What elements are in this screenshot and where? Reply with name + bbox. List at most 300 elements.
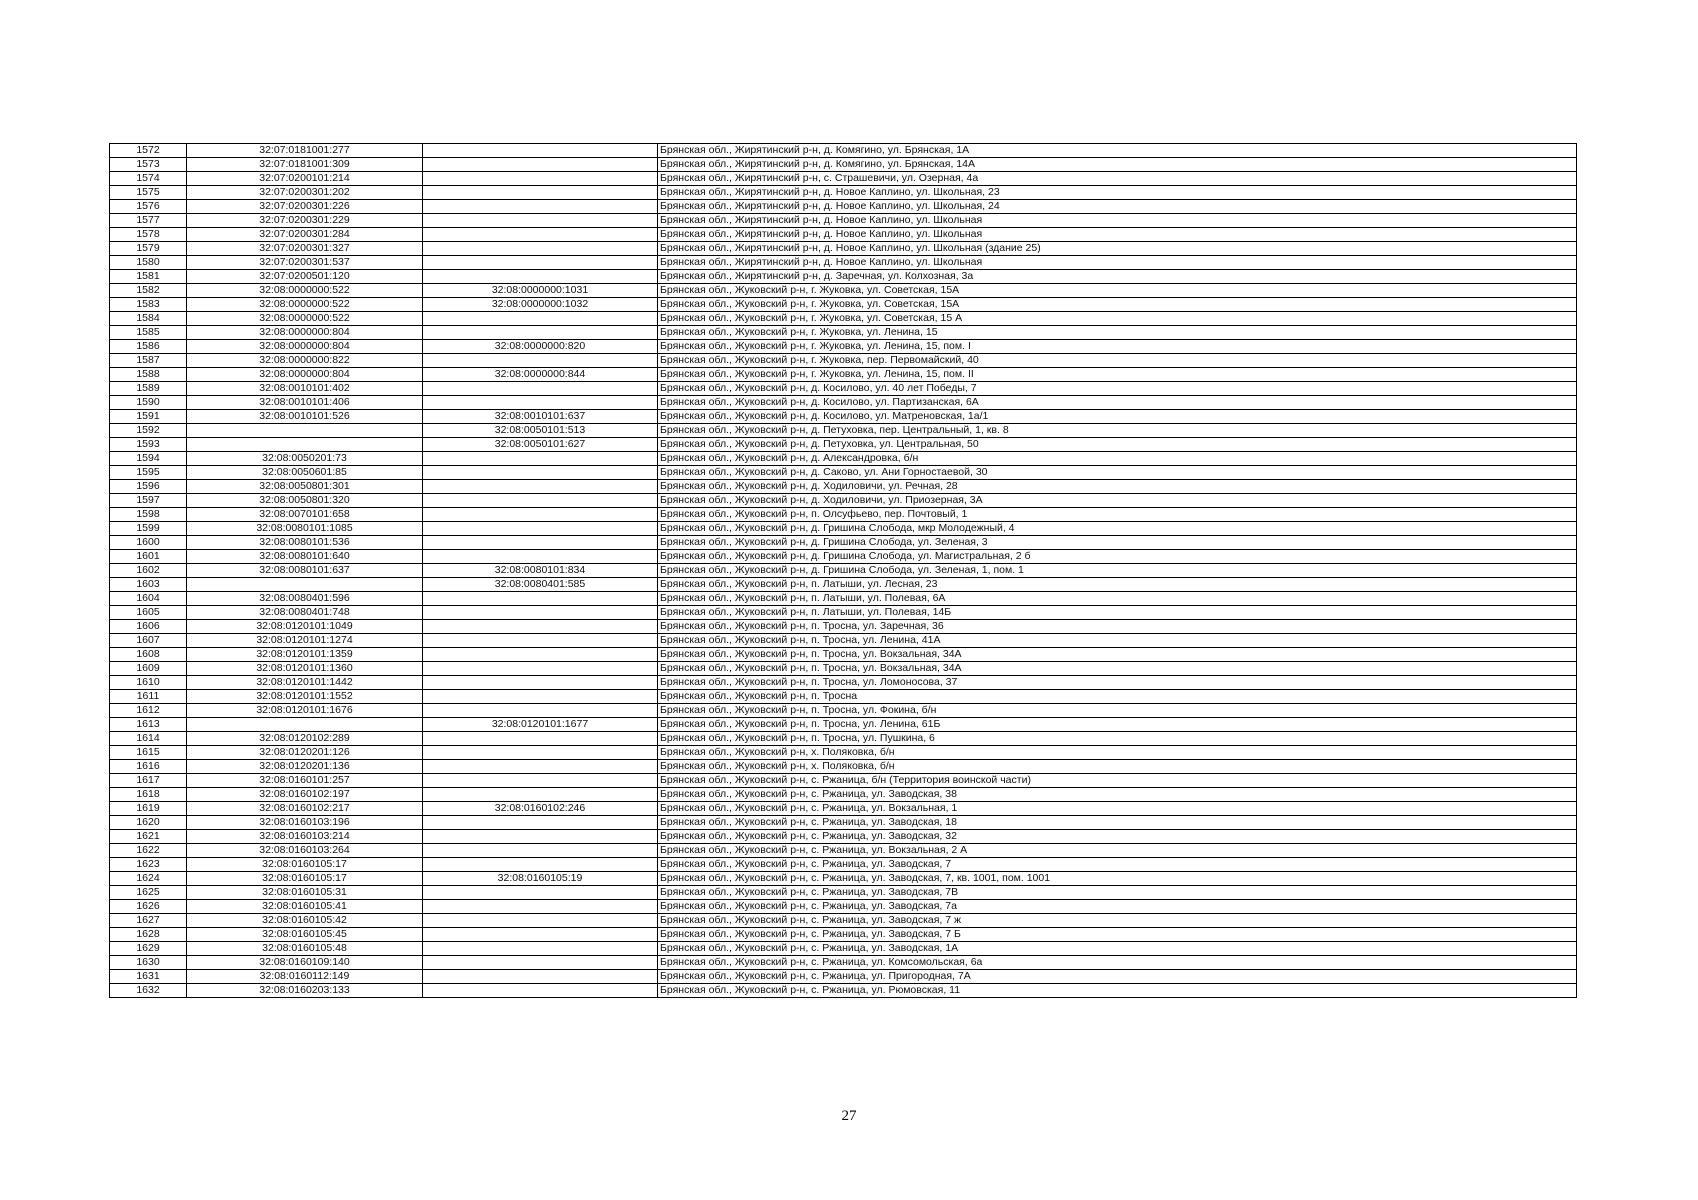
cadastral-number-cell: 32:08:0160105:45: [187, 928, 423, 942]
cadastral-number-cell: 32:08:0120101:1552: [187, 690, 423, 704]
address-cell: Брянская обл., Жуковский р-н, г. Жуковка, ул. Советская, 15 А: [658, 312, 1577, 326]
table-row: [110, 550, 1577, 564]
address-cell: Брянская обл., Жуковский р-н, п. Тросна, ул. Ломоносова, 37: [658, 676, 1577, 690]
row-number-cell: 1596: [110, 480, 187, 494]
row-number-cell: 1606: [110, 620, 187, 634]
cadastral-number-cell: 32:08:0080401:596: [187, 592, 423, 606]
address-cell: Брянская обл., Жуковский р-н, д. Гришина Слобода, ул. Магистральная, 2 б: [658, 550, 1577, 564]
table-row: [110, 788, 1577, 802]
address-cell: Брянская обл., Жирятинский р-н, с. Страшевичи, ул. Озерная, 4а: [658, 172, 1577, 186]
related-cadastral-number-cell: [423, 858, 658, 872]
related-cadastral-number-cell: [423, 606, 658, 620]
row-number-cell: 1599: [110, 522, 187, 536]
table-row: [110, 662, 1577, 676]
address-cell: Брянская обл., Жуковский р-н, п. Латыши, ул. Полевая, 14Б: [658, 606, 1577, 620]
row-number-cell: 1608: [110, 648, 187, 662]
table-row: [110, 536, 1577, 550]
row-number-cell: 1631: [110, 970, 187, 984]
related-cadastral-number-cell: [423, 816, 658, 830]
related-cadastral-number-cell: [423, 830, 658, 844]
cadastral-number-cell: 32:08:0010101:406: [187, 396, 423, 410]
row-number-cell: 1609: [110, 662, 187, 676]
table-row: [110, 228, 1577, 242]
address-cell: Брянская обл., Жуковский р-н, г. Жуковка, ул. Ленина, 15, пом. I: [658, 340, 1577, 354]
table-row: [110, 732, 1577, 746]
table-row: [110, 270, 1577, 284]
cadastral-number-cell: 32:08:0160101:257: [187, 774, 423, 788]
row-number-cell: 1614: [110, 732, 187, 746]
related-cadastral-number-cell: 32:08:0050101:627: [423, 438, 658, 452]
address-cell: Брянская обл., Жуковский р-н, с. Ржаница, ул. Рюмовская, 11: [658, 984, 1577, 998]
related-cadastral-number-cell: [423, 648, 658, 662]
related-cadastral-number-cell: [423, 900, 658, 914]
address-cell: Брянская обл., Жуковский р-н, д. Гришина Слобода, мкр Молодежный, 4: [658, 522, 1577, 536]
table-row: [110, 746, 1577, 760]
table-row: [110, 774, 1577, 788]
cadastral-number-cell: 32:08:0080101:637: [187, 564, 423, 578]
related-cadastral-number-cell: 32:08:0120101:1677: [423, 718, 658, 732]
table-row: [110, 382, 1577, 396]
cadastral-number-cell: 32:08:0080101:1085: [187, 522, 423, 536]
related-cadastral-number-cell: [423, 256, 658, 270]
row-number-cell: 1629: [110, 942, 187, 956]
cadastral-number-cell: 32:08:0010101:402: [187, 382, 423, 396]
table-row: [110, 326, 1577, 340]
cadastral-number-cell: [187, 718, 423, 732]
related-cadastral-number-cell: [423, 200, 658, 214]
cadastral-number-cell: 32:08:0050801:320: [187, 494, 423, 508]
table-row: [110, 340, 1577, 354]
row-number-cell: 1593: [110, 438, 187, 452]
cadastral-number-cell: 32:07:0200501:120: [187, 270, 423, 284]
row-number-cell: 1588: [110, 368, 187, 382]
related-cadastral-number-cell: [423, 886, 658, 900]
cadastral-number-cell: 32:07:0200301:537: [187, 256, 423, 270]
address-cell: Брянская обл., Жуковский р-н, х. Поляковка, б/н: [658, 746, 1577, 760]
cadastral-number-cell: 32:08:0000000:522: [187, 312, 423, 326]
address-cell: Брянская обл., Жуковский р-н, п. Латыши, ул. Лесная, 23: [658, 578, 1577, 592]
cadastral-number-cell: 32:08:0080401:748: [187, 606, 423, 620]
table-row: [110, 298, 1577, 312]
row-number-cell: 1579: [110, 242, 187, 256]
table-row: [110, 564, 1577, 578]
table-row: [110, 844, 1577, 858]
address-cell: Брянская обл., Жуковский р-н, п. Латыши, ул. Полевая, 6А: [658, 592, 1577, 606]
row-number-cell: 1572: [110, 144, 187, 158]
address-cell: Брянская обл., Жирятинский р-н, д. Комягино, ул. Брянская, 1А: [658, 144, 1577, 158]
table-row: [110, 760, 1577, 774]
table-row: [110, 508, 1577, 522]
cadastral-number-cell: 32:08:0080101:536: [187, 536, 423, 550]
address-cell: Брянская обл., Жирятинский р-н, д. Новое Каплино, ул. Школьная: [658, 256, 1577, 270]
related-cadastral-number-cell: [423, 270, 658, 284]
cadastral-number-cell: [187, 438, 423, 452]
cadastral-number-cell: 32:08:0160112:149: [187, 970, 423, 984]
related-cadastral-number-cell: [423, 704, 658, 718]
row-number-cell: 1626: [110, 900, 187, 914]
cadastral-number-cell: 32:08:0050601:85: [187, 466, 423, 480]
table-row: [110, 214, 1577, 228]
table-row: [110, 522, 1577, 536]
cadastral-number-cell: 32:07:0200301:226: [187, 200, 423, 214]
address-cell: Брянская обл., Жуковский р-н, г. Жуковка, ул. Советская, 15А: [658, 298, 1577, 312]
row-number-cell: 1610: [110, 676, 187, 690]
row-number-cell: 1587: [110, 354, 187, 368]
table-row: [110, 452, 1577, 466]
row-number-cell: 1601: [110, 550, 187, 564]
related-cadastral-number-cell: [423, 732, 658, 746]
related-cadastral-number-cell: [423, 158, 658, 172]
table-row: [110, 410, 1577, 424]
cadastral-number-cell: 32:08:0160109:140: [187, 956, 423, 970]
address-cell: Брянская обл., Жуковский р-н, г. Жуковка, ул. Ленина, 15, пом. II: [658, 368, 1577, 382]
cadastral-number-cell: 32:08:0160105:31: [187, 886, 423, 900]
row-number-cell: 1597: [110, 494, 187, 508]
row-number-cell: 1576: [110, 200, 187, 214]
table-row: [110, 802, 1577, 816]
table-row: [110, 186, 1577, 200]
table-row: [110, 354, 1577, 368]
related-cadastral-number-cell: [423, 242, 658, 256]
table-row: [110, 956, 1577, 970]
row-number-cell: 1613: [110, 718, 187, 732]
row-number-cell: 1591: [110, 410, 187, 424]
address-cell: Брянская обл., Жирятинский р-н, д. Новое Каплино, ул. Школьная: [658, 214, 1577, 228]
table-row: [110, 438, 1577, 452]
table-row: [110, 312, 1577, 326]
cadastral-number-cell: 32:08:0120201:126: [187, 746, 423, 760]
address-cell: Брянская обл., Жуковский р-н, д. Косилово, ул. Матреновская, 1а/1: [658, 410, 1577, 424]
cadastral-number-cell: 32:08:0120101:1274: [187, 634, 423, 648]
address-cell: Брянская обл., Жуковский р-н, д. Петуховка, ул. Центральная, 50: [658, 438, 1577, 452]
address-cell: Брянская обл., Жуковский р-н, с. Ржаница, ул. Пригородная, 7А: [658, 970, 1577, 984]
address-cell: Брянская обл., Жуковский р-н, п. Тросна, ул. Вокзальная, 34А: [658, 648, 1577, 662]
related-cadastral-number-cell: [423, 522, 658, 536]
row-number-cell: 1573: [110, 158, 187, 172]
row-number-cell: 1602: [110, 564, 187, 578]
table-row: [110, 172, 1577, 186]
row-number-cell: 1590: [110, 396, 187, 410]
row-number-cell: 1605: [110, 606, 187, 620]
table-row: [110, 242, 1577, 256]
row-number-cell: 1623: [110, 858, 187, 872]
table-row: [110, 858, 1577, 872]
table-row: [110, 830, 1577, 844]
row-number-cell: 1575: [110, 186, 187, 200]
row-number-cell: 1581: [110, 270, 187, 284]
cadastral-number-cell: 32:08:0050801:301: [187, 480, 423, 494]
related-cadastral-number-cell: 32:08:0080101:834: [423, 564, 658, 578]
related-cadastral-number-cell: [423, 326, 658, 340]
related-cadastral-number-cell: 32:08:0160102:246: [423, 802, 658, 816]
cadastral-number-cell: 32:08:0000000:522: [187, 298, 423, 312]
table-row: [110, 494, 1577, 508]
cadastral-number-cell: 32:08:0160102:197: [187, 788, 423, 802]
property-table-body: [110, 144, 1577, 998]
row-number-cell: 1632: [110, 984, 187, 998]
cadastral-number-cell: 32:08:0000000:804: [187, 326, 423, 340]
related-cadastral-number-cell: [423, 746, 658, 760]
address-cell: Брянская обл., Жуковский р-н, д. Ходиловичи, ул. Речная, 28: [658, 480, 1577, 494]
table-row: [110, 158, 1577, 172]
related-cadastral-number-cell: [423, 634, 658, 648]
row-number-cell: 1578: [110, 228, 187, 242]
address-cell: Брянская обл., Жирятинский р-н, д. Новое Каплино, ул. Школьная: [658, 228, 1577, 242]
related-cadastral-number-cell: [423, 774, 658, 788]
table-row: [110, 984, 1577, 998]
row-number-cell: 1589: [110, 382, 187, 396]
address-cell: Брянская обл., Жуковский р-н, с. Ржаница, ул. Комсомольская, 6а: [658, 956, 1577, 970]
cadastral-number-cell: 32:08:0120101:1360: [187, 662, 423, 676]
table-row: [110, 690, 1577, 704]
address-cell: Брянская обл., Жуковский р-н, д. Ходиловичи, ул. Приозерная, 3А: [658, 494, 1577, 508]
related-cadastral-number-cell: [423, 466, 658, 480]
table-row: [110, 592, 1577, 606]
row-number-cell: 1621: [110, 830, 187, 844]
address-cell: Брянская обл., Жуковский р-н, с. Ржаница, ул. Заводская, 7а: [658, 900, 1577, 914]
cadastral-number-cell: 32:07:0181001:309: [187, 158, 423, 172]
address-cell: Брянская обл., Жуковский р-н, с. Ржаница, ул. Заводская, 7, кв. 1001, пом. 1001: [658, 872, 1577, 886]
related-cadastral-number-cell: [423, 914, 658, 928]
cadastral-number-cell: 32:08:0000000:804: [187, 368, 423, 382]
related-cadastral-number-cell: [423, 690, 658, 704]
address-cell: Брянская обл., Жуковский р-н, с. Ржаница, ул. Заводская, 38: [658, 788, 1577, 802]
related-cadastral-number-cell: [423, 452, 658, 466]
cadastral-number-cell: 32:08:0120101:1359: [187, 648, 423, 662]
cadastral-number-cell: [187, 578, 423, 592]
address-cell: Брянская обл., Жуковский р-н, с. Ржаница, ул. Заводская, 7В: [658, 886, 1577, 900]
table-row: [110, 480, 1577, 494]
address-cell: Брянская обл., Жуковский р-н, д. Косилово, ул. 40 лет Победы, 7: [658, 382, 1577, 396]
cadastral-number-cell: 32:08:0000000:822: [187, 354, 423, 368]
related-cadastral-number-cell: [423, 396, 658, 410]
row-number-cell: 1607: [110, 634, 187, 648]
row-number-cell: 1577: [110, 214, 187, 228]
related-cadastral-number-cell: [423, 508, 658, 522]
table-row: [110, 578, 1577, 592]
address-cell: Брянская обл., Жуковский р-н, п. Тросна, ул. Ленина, 41А: [658, 634, 1577, 648]
address-cell: Брянская обл., Жуковский р-н, д. Косилово, ул. Партизанская, 6А: [658, 396, 1577, 410]
related-cadastral-number-cell: 32:08:0000000:844: [423, 368, 658, 382]
related-cadastral-number-cell: [423, 354, 658, 368]
cadastral-number-cell: 32:08:0160105:41: [187, 900, 423, 914]
row-number-cell: 1598: [110, 508, 187, 522]
related-cadastral-number-cell: [423, 942, 658, 956]
table-row: [110, 606, 1577, 620]
row-number-cell: 1615: [110, 746, 187, 760]
cadastral-number-cell: 32:08:0080101:640: [187, 550, 423, 564]
related-cadastral-number-cell: [423, 760, 658, 774]
table-row: [110, 648, 1577, 662]
row-number-cell: 1618: [110, 788, 187, 802]
table-row: [110, 424, 1577, 438]
row-number-cell: 1630: [110, 956, 187, 970]
address-cell: Брянская обл., Жуковский р-н, п. Тросна: [658, 690, 1577, 704]
table-row: [110, 284, 1577, 298]
related-cadastral-number-cell: 32:08:0080401:585: [423, 578, 658, 592]
row-number-cell: 1595: [110, 466, 187, 480]
related-cadastral-number-cell: [423, 984, 658, 998]
address-cell: Брянская обл., Жирятинский р-н, д. Новое Каплино, ул. Школьная, 24: [658, 200, 1577, 214]
cadastral-number-cell: 32:08:0120102:289: [187, 732, 423, 746]
cadastral-number-cell: 32:08:0160105:42: [187, 914, 423, 928]
table-row: [110, 368, 1577, 382]
address-cell: Брянская обл., Жуковский р-н, д. Александровка, б/н: [658, 452, 1577, 466]
row-number-cell: 1603: [110, 578, 187, 592]
table-row: [110, 676, 1577, 690]
related-cadastral-number-cell: [423, 550, 658, 564]
row-number-cell: 1622: [110, 844, 187, 858]
related-cadastral-number-cell: 32:08:0000000:1032: [423, 298, 658, 312]
row-number-cell: 1574: [110, 172, 187, 186]
address-cell: Брянская обл., Жуковский р-н, с. Ржаница, ул. Заводская, 7 ж: [658, 914, 1577, 928]
table-row: [110, 256, 1577, 270]
address-cell: Брянская обл., Жуковский р-н, с. Ржаница, ул. Заводская, 7 Б: [658, 928, 1577, 942]
table-row: [110, 942, 1577, 956]
cadastral-number-cell: 32:08:0160105:48: [187, 942, 423, 956]
cadastral-number-cell: 32:08:0160102:217: [187, 802, 423, 816]
address-cell: Брянская обл., Жуковский р-н, с. Ржаница, ул. Заводская, 32: [658, 830, 1577, 844]
cadastral-number-cell: 32:07:0200301:284: [187, 228, 423, 242]
cadastral-number-cell: 32:07:0200301:229: [187, 214, 423, 228]
related-cadastral-number-cell: [423, 676, 658, 690]
related-cadastral-number-cell: 32:08:0050101:513: [423, 424, 658, 438]
cadastral-number-cell: 32:08:0070101:658: [187, 508, 423, 522]
related-cadastral-number-cell: [423, 186, 658, 200]
cadastral-number-cell: 32:07:0200301:327: [187, 242, 423, 256]
row-number-cell: 1604: [110, 592, 187, 606]
address-cell: Брянская обл., Жуковский р-н, п. Тросна, ул. Заречная, 36: [658, 620, 1577, 634]
cadastral-number-cell: 32:08:0000000:804: [187, 340, 423, 354]
related-cadastral-number-cell: [423, 928, 658, 942]
page-number: 27: [841, 1108, 857, 1124]
row-number-cell: 1627: [110, 914, 187, 928]
related-cadastral-number-cell: [423, 312, 658, 326]
address-cell: Брянская обл., Жуковский р-н, п. Тросна, ул. Вокзальная, 34А: [658, 662, 1577, 676]
address-cell: Брянская обл., Жирятинский р-н, д. Заречная, ул. Колхозная, 3а: [658, 270, 1577, 284]
address-cell: Брянская обл., Жуковский р-н, д. Петуховка, пер. Центральный, 1, кв. 8: [658, 424, 1577, 438]
table-row: [110, 704, 1577, 718]
address-cell: Брянская обл., Жуковский р-н, с. Ржаница, ул. Вокзальная, 2 А: [658, 844, 1577, 858]
address-cell: Брянская обл., Жуковский р-н, п. Олсуфьево, пер. Почтовый, 1: [658, 508, 1577, 522]
address-cell: Брянская обл., Жуковский р-н, п. Тросна, ул. Пушкина, 6: [658, 732, 1577, 746]
table-row: [110, 970, 1577, 984]
table-row: [110, 396, 1577, 410]
row-number-cell: 1585: [110, 326, 187, 340]
cadastral-number-cell: 32:07:0200101:214: [187, 172, 423, 186]
table-row: [110, 816, 1577, 830]
cadastral-number-cell: 32:07:0200301:202: [187, 186, 423, 200]
table-row: [110, 914, 1577, 928]
cadastral-number-cell: 32:08:0160203:133: [187, 984, 423, 998]
cadastral-number-cell: 32:08:0050201:73: [187, 452, 423, 466]
table-row: [110, 886, 1577, 900]
address-cell: Брянская обл., Жуковский р-н, с. Ржаница, ул. Заводская, 18: [658, 816, 1577, 830]
cadastral-number-cell: 32:08:0160103:196: [187, 816, 423, 830]
related-cadastral-number-cell: [423, 144, 658, 158]
address-cell: Брянская обл., Жуковский р-н, г. Жуковка, ул. Советская, 15А: [658, 284, 1577, 298]
row-number-cell: 1620: [110, 816, 187, 830]
address-cell: Брянская обл., Жирятинский р-н, д. Новое Каплино, ул. Школьная, 23: [658, 186, 1577, 200]
row-number-cell: 1628: [110, 928, 187, 942]
cadastral-number-cell: 32:08:0120101:1676: [187, 704, 423, 718]
cadastral-number-cell: 32:08:0120101:1442: [187, 676, 423, 690]
row-number-cell: 1582: [110, 284, 187, 298]
related-cadastral-number-cell: [423, 494, 658, 508]
related-cadastral-number-cell: [423, 592, 658, 606]
cadastral-number-cell: 32:08:0160105:17: [187, 872, 423, 886]
address-cell: Брянская обл., Жуковский р-н, д. Гришина Слобода, ул. Зеленая, 1, пом. 1: [658, 564, 1577, 578]
cadastral-number-cell: 32:08:0160105:17: [187, 858, 423, 872]
cadastral-number-cell: 32:08:0160103:214: [187, 830, 423, 844]
row-number-cell: 1580: [110, 256, 187, 270]
related-cadastral-number-cell: [423, 382, 658, 396]
related-cadastral-number-cell: 32:08:0000000:1031: [423, 284, 658, 298]
cadastral-number-cell: 32:07:0181001:277: [187, 144, 423, 158]
related-cadastral-number-cell: 32:08:0010101:637: [423, 410, 658, 424]
related-cadastral-number-cell: [423, 788, 658, 802]
table-row: [110, 928, 1577, 942]
related-cadastral-number-cell: [423, 214, 658, 228]
table-row: [110, 620, 1577, 634]
row-number-cell: 1616: [110, 760, 187, 774]
row-number-cell: 1592: [110, 424, 187, 438]
cadastral-number-cell: 32:08:0160103:264: [187, 844, 423, 858]
related-cadastral-number-cell: [423, 662, 658, 676]
cadastral-number-cell: 32:08:0000000:522: [187, 284, 423, 298]
related-cadastral-number-cell: [423, 480, 658, 494]
related-cadastral-number-cell: [423, 956, 658, 970]
address-cell: Брянская обл., Жуковский р-н, с. Ржаница, ул. Заводская, 1А: [658, 942, 1577, 956]
related-cadastral-number-cell: 32:08:0160105:19: [423, 872, 658, 886]
address-cell: Брянская обл., Жуковский р-н, г. Жуковка, пер. Первомайский, 40: [658, 354, 1577, 368]
related-cadastral-number-cell: [423, 228, 658, 242]
address-cell: Брянская обл., Жуковский р-н, д. Гришина Слобода, ул. Зеленая, 3: [658, 536, 1577, 550]
row-number-cell: 1584: [110, 312, 187, 326]
related-cadastral-number-cell: 32:08:0000000:820: [423, 340, 658, 354]
address-cell: Брянская обл., Жуковский р-н, с. Ржаница, ул. Вокзальная, 1: [658, 802, 1577, 816]
table-row: [110, 466, 1577, 480]
address-cell: Брянская обл., Жуковский р-н, г. Жуковка, ул. Ленина, 15: [658, 326, 1577, 340]
row-number-cell: 1594: [110, 452, 187, 466]
related-cadastral-number-cell: [423, 844, 658, 858]
table-row: [110, 634, 1577, 648]
row-number-cell: 1624: [110, 872, 187, 886]
row-number-cell: 1625: [110, 886, 187, 900]
address-cell: Брянская обл., Жуковский р-н, п. Тросна, ул. Фокина, б/н: [658, 704, 1577, 718]
row-number-cell: 1586: [110, 340, 187, 354]
related-cadastral-number-cell: [423, 620, 658, 634]
related-cadastral-number-cell: [423, 172, 658, 186]
address-cell: Брянская обл., Жуковский р-н, х. Поляковка, б/н: [658, 760, 1577, 774]
related-cadastral-number-cell: [423, 970, 658, 984]
property-table: [109, 143, 1577, 998]
address-cell: Брянская обл., Жуковский р-н, д. Саково, ул. Ани Горностаевой, 30: [658, 466, 1577, 480]
related-cadastral-number-cell: [423, 536, 658, 550]
address-cell: Брянская обл., Жирятинский р-н, д. Комягино, ул. Брянская, 14А: [658, 158, 1577, 172]
cadastral-number-cell: 32:08:0120201:136: [187, 760, 423, 774]
row-number-cell: 1600: [110, 536, 187, 550]
address-cell: Брянская обл., Жуковский р-н, с. Ржаница, б/н (Территория воинской части): [658, 774, 1577, 788]
row-number-cell: 1617: [110, 774, 187, 788]
address-cell: Брянская обл., Жуковский р-н, с. Ржаница, ул. Заводская, 7: [658, 858, 1577, 872]
table-row: [110, 718, 1577, 732]
table-row: [110, 144, 1577, 158]
row-number-cell: 1611: [110, 690, 187, 704]
cadastral-number-cell: 32:08:0010101:526: [187, 410, 423, 424]
address-cell: Брянская обл., Жуковский р-н, п. Тросна, ул. Ленина, 61Б: [658, 718, 1577, 732]
row-number-cell: 1612: [110, 704, 187, 718]
